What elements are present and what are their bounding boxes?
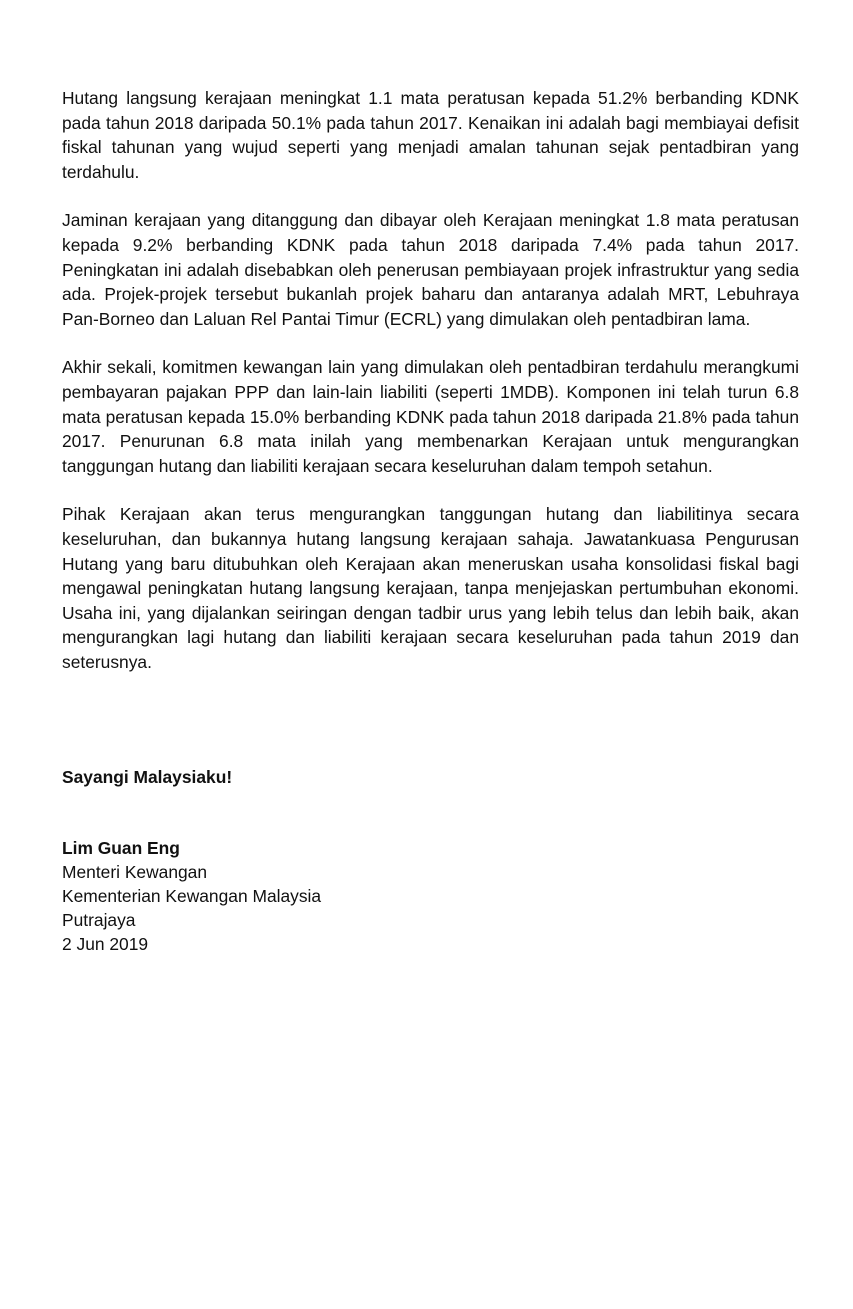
- signature-block: [62, 836, 321, 956]
- paragraph-government-guarantees: Jaminan kerajaan yang ditanggung dan dibayar oleh Kerajaan meningkat 1.8 mata peratusan kepada 9.2% berbanding KDNK pada tahun 2018 daripada 7.4% pada tahun 2017. Peningkatan ini adalah disebabkan oleh penerusan pembiayaan projek infrastruktur yang sedia ada. Projek-projek tersebut bukanlah projek baharu dan antaranya adalah MRT, Lebuhraya Pan-Borneo dan Laluan Rel Pantai Timur (ECRL) yang dimulakan oleh pentadbiran lama.: [62, 210, 799, 329]
- document-body: [62, 86, 799, 674]
- paragraph-other-liabilities: Akhir sekali, komitmen kewangan lain yang dimulakan oleh pentadbiran terdahulu merangkumi pembayaran pajakan PPP dan lain-lain liabiliti (seperti 1MDB). Komponen ini telah turun 6.8 mata peratusan kepada 15.0% berbanding KDNK pada tahun 2018 daripada 21.8% pada tahun 2017. Penurunan 6.8 mata inilah yang membenarkan Kerajaan untuk mengurangkan tanggungan hutang dan liabiliti kerajaan secara keseluruhan dalam tempoh setahun.: [62, 357, 799, 476]
- signatory-ministry: Kementerian Kewangan Malaysia: [62, 886, 322, 906]
- closing-line: Sayangi Malaysiaku!: [62, 767, 233, 787]
- signatory-title: Menteri Kewangan: [62, 862, 208, 882]
- signatory-name: Lim Guan Eng: [62, 838, 180, 858]
- paragraph-debt-committee: Pihak Kerajaan akan terus mengurangkan tanggungan hutang dan liabilitinya secara keseluruhan, dan bukannya hutang langsung kerajaan sahaja. Jawatankuasa Pengurusan Hutang yang baru ditubuhkan oleh Kerajaan akan meneruskan usaha konsolidasi fiskal bagi mengawal peningkatan hutang langsung kerajaan, tanpa menjejaskan pertumbuhan ekonomi. Usaha ini, yang dijalankan seiringan dengan tadbir urus yang lebih telus dan lebih baik, akan mengurangkan lagi hutang dan liabiliti kerajaan secara keseluruhan pada tahun 2019 dan seterusnya.: [62, 504, 799, 672]
- signatory-location: Putrajaya: [62, 910, 136, 930]
- paragraph-direct-debt: Hutang langsung kerajaan meningkat 1.1 mata peratusan kepada 51.2% berbanding KDNK pada tahun 2018 daripada 50.1% pada tahun 2017. Kenaikan ini adalah bagi membiayai defisit fiskal tahunan yang wujud seperti yang menjadi amalan tahunan sejak pentadbiran yang terdahulu.: [62, 88, 799, 182]
- document-date: 2 Jun 2019: [62, 934, 149, 954]
